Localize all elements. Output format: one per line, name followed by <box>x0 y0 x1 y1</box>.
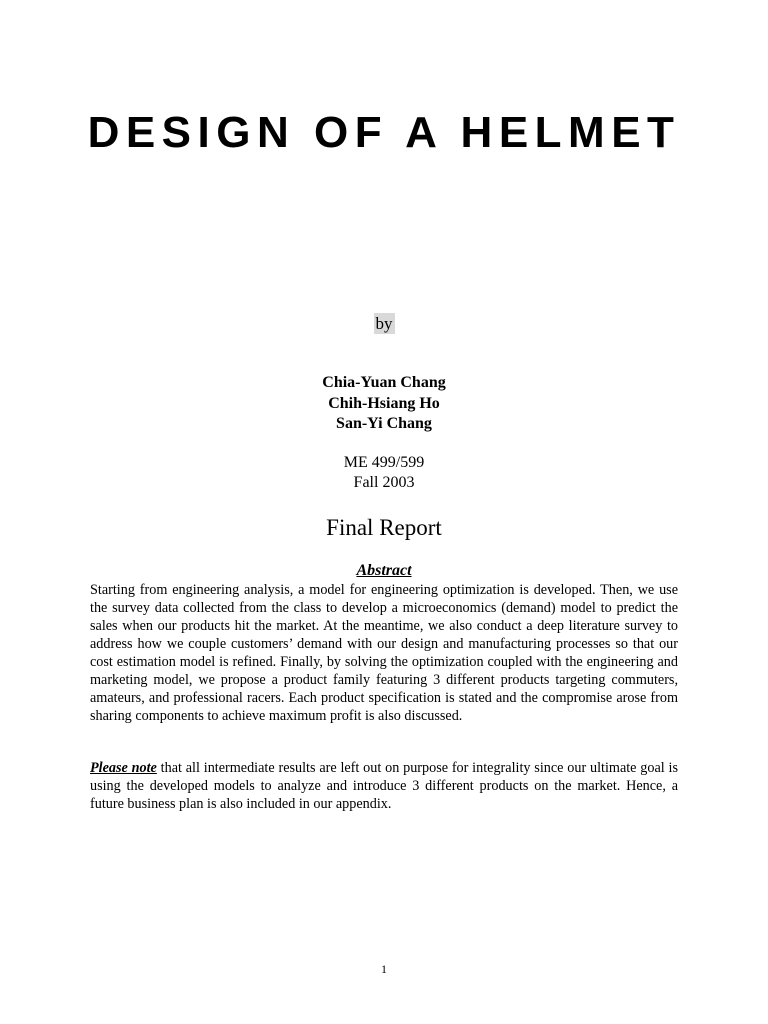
note-label: Please note <box>90 760 157 776</box>
page-number: 1 <box>381 962 387 976</box>
author-name: San-Yi Chang <box>336 415 432 432</box>
author-list <box>0 373 768 435</box>
note-paragraph <box>90 759 678 813</box>
author-name: Chia-Yuan Chang <box>322 374 446 391</box>
by-label: by <box>375 314 393 333</box>
by-line <box>0 312 768 336</box>
course-term: Fall 2003 <box>353 474 415 491</box>
abstract-paragraph: Starting from engineering analysis, a model for engineering optimization is developed. Then, we use the survey data collected from the class to develop a microeconomics (demand) model to predict the sales when our products hit the market. At the meantime, we also conduct a deep literature survey to address how we couple customers’ demand with our design and manufacturing processes so that our cost estimation model is refined. Finally, by solving the optimization coupled with the engineering and marketing model, we propose a product family featuring 3 different products targeting commuters, amateurs, and professional racers. Each product specification is stated and the compromise arose from sharing components to achieve maximum profit is also discussed. <box>90 582 678 724</box>
abstract-heading: Abstract <box>356 562 412 579</box>
course-number: ME 499/599 <box>343 454 425 471</box>
author-name: Chih-Hsiang Ho <box>328 394 440 412</box>
document-title: DESIGN OF A HELMET <box>87 108 681 157</box>
course-info <box>0 453 768 493</box>
report-type: Final Report <box>326 515 442 540</box>
note-text: that all intermediate results are left out on purpose for integrality since our ultimate goal is using the developed models to analyze and introduce 3 different products on the market. Hence, a future business plan is also included in our appendix. <box>90 760 678 812</box>
